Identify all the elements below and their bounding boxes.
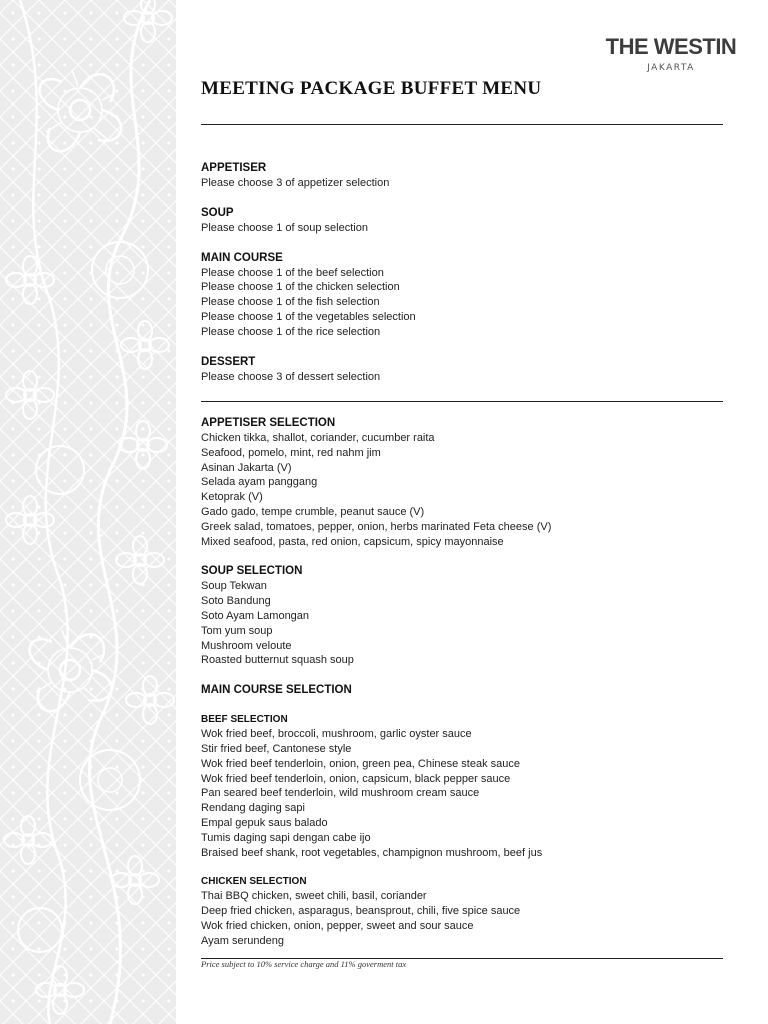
menu-item: Tumis daging sapi dengan cabe ijo [201, 831, 371, 844]
lace-border-decoration [0, 0, 176, 1024]
appetiser-selection-heading: APPETISER SELECTION [201, 417, 336, 429]
divider-top [201, 124, 723, 125]
main-course-heading: MAIN COURSE [201, 251, 283, 264]
overview-line: Please choose 1 of the vegetables selection [201, 310, 416, 323]
menu-item: Tom yum soup [201, 624, 273, 637]
menu-item: Pan seared beef tenderloin, wild mushroom cream sauce [201, 787, 480, 800]
menu-item: Seafood, pomelo, mint, red nahm jim [201, 446, 381, 459]
logo-brand: THE WESTIN [605, 34, 737, 59]
menu-item: Selada ayam panggang [201, 476, 318, 489]
menu-item: Soup Tekwan [201, 580, 267, 593]
menu-item: Ketoprak (V) [201, 491, 263, 504]
menu-item: Gado gado, tempe crumble, peanut sauce (V) [201, 505, 425, 518]
beef-selection-heading: BEEF SELECTION [201, 714, 288, 726]
menu-item: Asinan Jakarta (V) [201, 461, 292, 474]
footer-note: Price subject to 10% service charge and 11% goverment tax [201, 959, 407, 969]
overview-line: Please choose 1 of the beef selection [201, 266, 384, 279]
menu-item: Mixed seafood, pasta, red onion, capsicum, spicy mayonnaise [201, 535, 504, 548]
main-course-selection-heading: MAIN COURSE SELECTION [201, 684, 352, 697]
menu-item: Soto Ayam Lamongan [201, 609, 310, 622]
overview-line: Please choose 1 of the rice selection [201, 325, 381, 338]
menu-item: Wok fried beef tenderloin, onion, capsicum, black pepper sauce [201, 772, 511, 785]
overview-line: Please choose 1 of soup selection [201, 221, 368, 234]
menu-item: Roasted butternut squash soup [201, 654, 354, 667]
page-title: MEETING PACKAGE BUFFET MENU [201, 78, 542, 99]
westin-logo [596, 34, 746, 73]
menu-item: Ayam serundeng [201, 934, 284, 947]
menu-item: Braised beef shank, root vegetables, champignon mushroom, beef jus [201, 846, 543, 859]
overview-line: Please choose 3 of appetizer selection [201, 177, 390, 189]
menu-item: Deep fried chicken, asparagus, beansprout, chili, five spice sauce [201, 905, 521, 918]
dessert-heading: DESSERT [201, 355, 256, 368]
soup-heading: SOUP [201, 206, 234, 219]
menu-item: Wok fried chicken, onion, pepper, sweet and sour sauce [201, 919, 474, 932]
chicken-selection-heading: CHICKEN SELECTION [201, 876, 307, 888]
menu-item: Soto Bandung [201, 595, 271, 608]
overview-section [201, 161, 723, 384]
menu-item: Rendang daging sapi [201, 802, 305, 815]
logo-city: JAKARTA [647, 63, 695, 73]
overview-line: Please choose 3 of dessert selection [201, 370, 381, 383]
appetiser-heading: APPETISER [201, 162, 267, 174]
divider-middle [201, 401, 723, 402]
menu-item: Empal gepuk saus balado [201, 816, 328, 829]
menu-item: Chicken tikka, shallot, coriander, cucumber raita [201, 432, 435, 444]
menu-item: Wok fried beef tenderloin, onion, green pea, Chinese steak sauce [201, 757, 520, 770]
menu-item: Wok fried beef, broccoli, mushroom, garlic oyster sauce [201, 728, 472, 741]
menu-item: Stir fried beef, Cantonese style [201, 742, 352, 755]
overview-line: Please choose 1 of the fish selection [201, 296, 380, 309]
menu-item: Mushroom veloute [201, 639, 292, 652]
menu-item: Greek salad, tomatoes, pepper, onion, herbs marinated Feta cheese (V) [201, 520, 552, 533]
selection-section [201, 416, 723, 949]
soup-selection-heading: SOUP SELECTION [201, 565, 303, 578]
menu-item: Thai BBQ chicken, sweet chili, basil, coriander [201, 890, 427, 903]
overview-line: Please choose 1 of the chicken selection [201, 281, 400, 294]
lace-pattern [0, 0, 176, 1024]
